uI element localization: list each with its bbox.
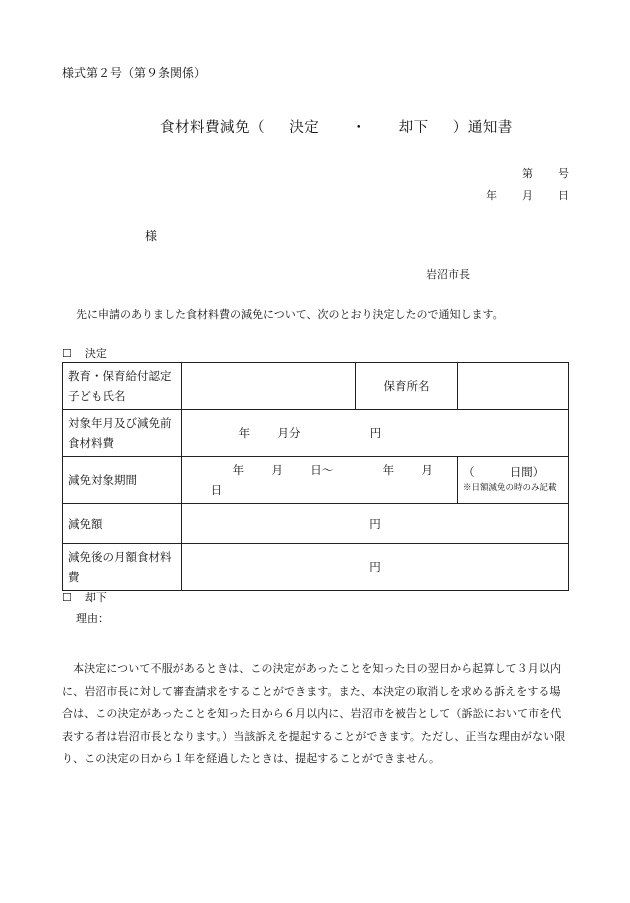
- title-suffix: ）通知書: [452, 120, 513, 136]
- form-number: 様式第２号（第９条関係）: [62, 66, 207, 80]
- amount-label: 減免額: [63, 504, 182, 544]
- period-month-2: 月: [421, 463, 433, 477]
- intro-text: 先に申請のありました食材料費の減免について、次のとおり決定したので通知します。: [76, 308, 504, 321]
- date-month: 月: [522, 189, 533, 202]
- reject-header: [62, 589, 107, 605]
- period-value: [182, 457, 458, 504]
- date-day: 日: [558, 189, 569, 202]
- after-amount-value: [182, 544, 569, 591]
- date-year: 年: [486, 189, 497, 202]
- table-row: [63, 504, 569, 544]
- target-month-value: [182, 410, 569, 457]
- title-prefix: 食材料費減免（: [160, 120, 265, 136]
- decision-header: [62, 345, 107, 361]
- target-month-unit: 月分: [277, 426, 301, 440]
- reject-label: 却下: [84, 591, 107, 604]
- target-year-unit: 年: [238, 426, 251, 440]
- period-label: 減免対象期間: [63, 457, 182, 504]
- after-yen-unit: 円: [369, 560, 381, 574]
- target-month-label: 対象年月及び減免前食材料費: [63, 410, 182, 457]
- nursery-name-value: [458, 363, 569, 410]
- table-row: [63, 457, 569, 504]
- title-option-decide: 決定: [289, 120, 320, 136]
- amount-value: [182, 504, 569, 544]
- decision-table: [62, 362, 569, 591]
- doc-number-dai: 第: [522, 167, 533, 180]
- reject-checkbox: ☐: [62, 591, 72, 604]
- appeal-notice: 本決定について不服があるときは、この決定があったことを知った日の翌日から起算して３月以内に、岩沼市長に対して審査請求をすることができます。また、本決定の取消しを求める訴えをする場合は、この決定があったことを知った日から６月以内に、岩沼市を被告として（訴訟において市を代表する者は岩沼市長となります。）当該訴えを提起することができます。ただし、正当な理由がない限り、この決定の日から１年を経過したときは、提起することができません。: [62, 662, 566, 765]
- days-note: ※日額減免の時のみ記載: [463, 483, 557, 493]
- decision-checkbox: ☐: [62, 347, 72, 360]
- amount-yen-unit: 円: [369, 516, 381, 531]
- child-name-value: [182, 363, 356, 410]
- doc-number-go: 号: [558, 167, 569, 180]
- child-name-label: 教育・保育給付認定子ども氏名: [63, 363, 182, 410]
- period-day-1: 日～: [310, 463, 334, 477]
- title-option-reject: 却下: [398, 120, 429, 136]
- table-row: [63, 544, 569, 591]
- reject-reason-label: 理由：: [76, 612, 109, 625]
- period-month-1: 月: [271, 463, 283, 477]
- period-year-2: 年: [382, 463, 395, 477]
- nursery-name-label: 保育所名: [356, 363, 458, 410]
- addressee-suffix: 様: [145, 229, 158, 243]
- decision-label: 決定: [84, 347, 107, 360]
- days-close: 日間）: [509, 465, 545, 479]
- period-year-1: 年: [232, 463, 245, 477]
- after-amount-label: 減免後の月額食材料費: [63, 544, 182, 591]
- title-separator: ・: [351, 120, 367, 136]
- period-days-cell: [458, 457, 569, 504]
- days-open: （: [463, 465, 475, 479]
- table-row: [63, 410, 569, 457]
- period-day-2: 日: [210, 483, 223, 497]
- period-days: [463, 464, 563, 480]
- document-title: [160, 116, 513, 137]
- table-row: [63, 363, 569, 410]
- issuer: 岩沼市長: [426, 268, 470, 281]
- target-yen-unit: 円: [369, 426, 382, 440]
